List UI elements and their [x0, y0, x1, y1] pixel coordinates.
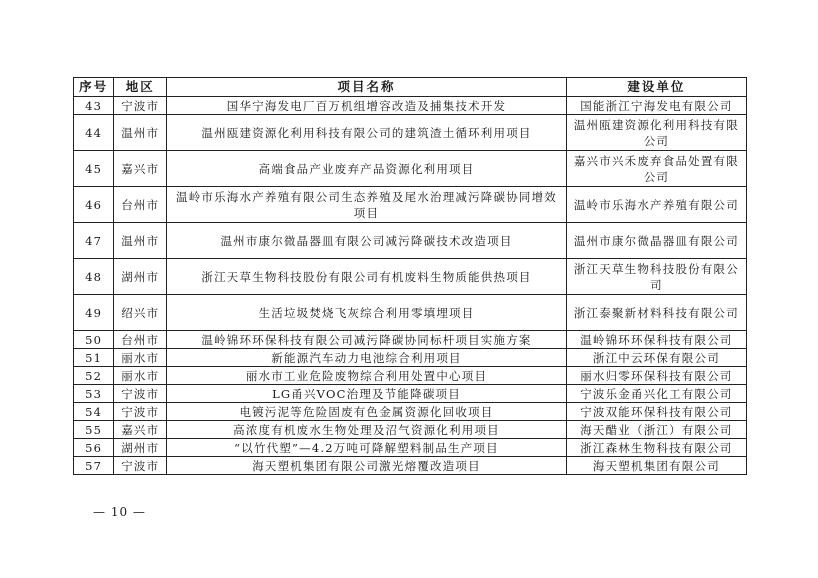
header-project-name: 项目名称 — [167, 78, 567, 97]
cell-builder: 温州瓯建资源化利用科技有限公司 — [566, 115, 746, 151]
table-row — [74, 295, 747, 331]
table-body — [74, 97, 747, 475]
cell-region: 湖州市 — [114, 439, 167, 457]
project-table — [73, 77, 747, 475]
cell-serial: 55 — [74, 421, 114, 439]
table-row — [74, 259, 747, 295]
cell-project-name: 新能源汽车动力电池综合利用项目 — [167, 349, 567, 367]
cell-builder: 浙江森林生物科技有限公司 — [566, 439, 746, 457]
cell-serial: 45 — [74, 151, 114, 187]
cell-project-name: 海天塑机集团有限公司激光熔覆改造项目 — [167, 457, 567, 475]
table-row — [74, 367, 747, 385]
cell-project-name: 高浓度有机废水生物处理及沼气资源化利用项目 — [167, 421, 567, 439]
cell-serial: 48 — [74, 259, 114, 295]
cell-region: 绍兴市 — [114, 295, 167, 331]
cell-project-name: 丽水市工业危险废物综合利用处置中心项目 — [167, 367, 567, 385]
cell-builder: 浙江天草生物科技股份有限公司 — [566, 259, 746, 295]
cell-project-name: LG甬兴VOC治理及节能降碳项目 — [167, 385, 567, 403]
page-number: — 10 — — [93, 505, 146, 519]
table-row — [74, 115, 747, 151]
cell-project-name: 浙江天草生物科技股份有限公司有机废料生物质能供热项目 — [167, 259, 567, 295]
cell-project-name: “以竹代塑”—4.2万吨可降解塑料制品生产项目 — [167, 439, 567, 457]
cell-project-name: 温岭锦环环保科技有限公司减污降碳协同标杆项目实施方案 — [167, 331, 567, 349]
table-row — [74, 421, 747, 439]
cell-serial: 56 — [74, 439, 114, 457]
cell-builder: 温岭市乐海水产养殖有限公司 — [566, 187, 746, 223]
cell-serial: 44 — [74, 115, 114, 151]
table-row — [74, 403, 747, 421]
cell-builder: 浙江中云环保有限公司 — [566, 349, 746, 367]
cell-region: 嘉兴市 — [114, 151, 167, 187]
cell-region: 台州市 — [114, 331, 167, 349]
cell-region: 温州市 — [114, 115, 167, 151]
table-row — [74, 349, 747, 367]
cell-builder: 国能浙江宁海发电有限公司 — [566, 97, 746, 115]
cell-builder: 宁波乐金甬兴化工有限公司 — [566, 385, 746, 403]
table-row — [74, 331, 747, 349]
cell-project-name: 国华宁海发电厂百万机组增容改造及捕集技术开发 — [167, 97, 567, 115]
cell-builder: 丽水归零环保科技有限公司 — [566, 367, 746, 385]
cell-builder: 浙江泰聚新材料科技有限公司 — [566, 295, 746, 331]
cell-region: 宁波市 — [114, 385, 167, 403]
cell-region: 嘉兴市 — [114, 421, 167, 439]
cell-builder: 嘉兴市兴禾废弃食品处置有限公司 — [566, 151, 746, 187]
cell-builder: 温州市康尔微晶器皿有限公司 — [566, 223, 746, 259]
header-builder: 建设单位 — [566, 78, 746, 97]
table-row — [74, 439, 747, 457]
cell-region: 湖州市 — [114, 259, 167, 295]
cell-project-name: 温岭市乐海水产养殖有限公司生态养殖及尾水治理减污降碳协同增效项目 — [167, 187, 567, 223]
cell-project-name: 温州瓯建资源化利用科技有限公司的建筑渣土循环利用项目 — [167, 115, 567, 151]
cell-serial: 46 — [74, 187, 114, 223]
cell-region: 台州市 — [114, 187, 167, 223]
cell-builder: 海天塑机集团有限公司 — [566, 457, 746, 475]
cell-builder: 宁波双能环保科技有限公司 — [566, 403, 746, 421]
cell-serial: 54 — [74, 403, 114, 421]
header-serial: 序号 — [74, 78, 114, 97]
cell-serial: 51 — [74, 349, 114, 367]
cell-region: 丽水市 — [114, 367, 167, 385]
cell-serial: 49 — [74, 295, 114, 331]
table-row — [74, 187, 747, 223]
cell-project-name: 高端食品产业废弃产品资源化利用项目 — [167, 151, 567, 187]
cell-project-name: 电镀污泥等危险固废有色金属资源化回收项目 — [167, 403, 567, 421]
cell-serial: 50 — [74, 331, 114, 349]
table-row — [74, 223, 747, 259]
table-row — [74, 385, 747, 403]
cell-region: 宁波市 — [114, 97, 167, 115]
cell-region: 宁波市 — [114, 457, 167, 475]
cell-builder: 海天醋业（浙江）有限公司 — [566, 421, 746, 439]
cell-region: 丽水市 — [114, 349, 167, 367]
cell-region: 宁波市 — [114, 403, 167, 421]
table-header-row — [74, 78, 747, 97]
table-row — [74, 151, 747, 187]
cell-project-name: 温州市康尔微晶器皿有限公司减污降碳技术改造项目 — [167, 223, 567, 259]
header-region: 地区 — [114, 78, 167, 97]
cell-serial: 43 — [74, 97, 114, 115]
cell-serial: 57 — [74, 457, 114, 475]
cell-region: 温州市 — [114, 223, 167, 259]
cell-serial: 53 — [74, 385, 114, 403]
cell-serial: 52 — [74, 367, 114, 385]
cell-builder: 温岭锦环环保科技有限公司 — [566, 331, 746, 349]
cell-serial: 47 — [74, 223, 114, 259]
table-row — [74, 97, 747, 115]
cell-project-name: 生活垃圾焚烧飞灰综合利用零填埋项目 — [167, 295, 567, 331]
table-row — [74, 457, 747, 475]
